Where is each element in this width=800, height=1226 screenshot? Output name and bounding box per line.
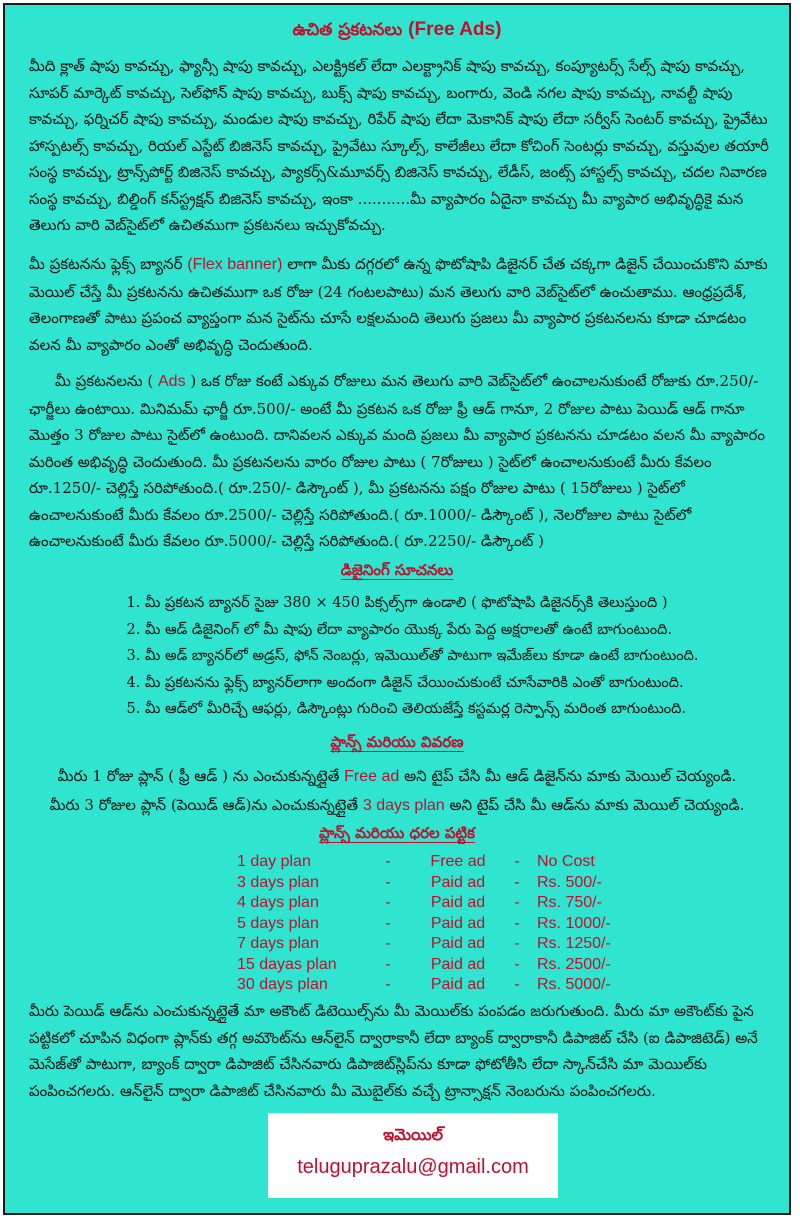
- flex-banner-accent: (Flex banner): [187, 256, 283, 273]
- email-label: ఇమెయిల్: [383, 1125, 443, 1144]
- title-english: (Free Ads): [408, 19, 502, 40]
- price-table: [237, 852, 627, 996]
- flex-text-before: మీ ప్రకటనను ఫ్లెక్స్ బ్యానర్: [29, 255, 183, 273]
- design-tips-list: [125, 590, 785, 723]
- tip-item: 4. మీ ప్రకటనను ఫ్లెక్స్ బ్యానర్‌లాగా అందంగా డిజైన్ చేయించుకుంటే చూసేవారికి ఎంతో బాగుంటుంది.: [145, 670, 785, 697]
- free-ad-accent: Free ad: [344, 768, 400, 785]
- table-row: 7 days plan - Paid ad - Rs. 1250/-: [237, 935, 611, 952]
- pricing-text-after: ) ఒక రోజు కంటే ఎక్కువ రోజులు మన తెలుగు వారి వెబ్‌సైట్‌లో ఉంచాలనుకుంటే రోజుకు రూ.250/- ఛార్జీలు ఉంటాయి. మినిమమ్ ఛార్జీ రూ.500/- అంటే మీ ప్రకటన ఒక రోజు ఫ్రీ ఆడ్ గానూ, 2 రోజుల పాటు పెయిడ్ ఆడ్ గానూ మొత్తం 3 రోజుల పాటు సైట్‌లో ఉంటుంది. దానివలన ఎక్కువ మంది ప్రజలు మీ వ్యాపార ప్రకటనను చూడటం వలన మీ వ్యాపారం మరింత అభివృద్ధి చెందుతుంది. మీ ప్రకటనలను వారం రోజుల పాటు ( 7రోజులు ) సైట్‌లో ఉంచాలనుకుంటే మీరు కేవలం రూ.1250/- చెల్లిస్తే సరిపోతుంది.( రూ.250/- డిస్కౌంట్ ), మీ ప్రకటనను పక్షం రోజుల పాటు ( 15రోజులు ) సైట్‌లో ఉంచాలనుకుంటే మీరు కేవలం రూ.2500/- చెల్లిస్తే సరిపోతుంది.( రూ.1000/- డిస్కౌంట్ ), నెలరోజుల పాటు సైట్‌లో ఉంచాలనుకుంటే మీరు కేవలం రూ.5000/- చెల్లిస్తే సరిపోతుంది.( రూ.2250/- డిస్కౌంట్ ): [29, 372, 765, 550]
- contact-box: [268, 1113, 558, 1198]
- plans-heading: ప్లాన్స్ మరియు వివరణ: [330, 733, 464, 751]
- tip-item: 1. మీ ప్రకటన బ్యానర్ సైజు 380 × 450 పిక్సల్స్‌గా ఉండాలి ( ఫొటోషాపి డిజైనర్స్‌కి తెలుస్తుంది ): [145, 590, 785, 617]
- ads-accent: Ads: [158, 373, 186, 390]
- flex-text-after: లాగా మీకు దగ్గరలో ఉన్న ఫొటోషాపి డిజైనర్ చేత చక్కగా డిజైన్ చేయించుకొని మాకు మెయిల్ చేస్తే మీ ప్రకటనను ఉచితముగా ఒక రోజు (24 గంటలపాటు) మన తెలుగు వారి వెబ్‌సైట్‌లో ఉంచుతాము. ఆంధ్రప్రదేశ్, తెలంగాణతో పాటు ప్రపంచ వ్యాప్తంగా మన సైట్‌ను చూసే లక్షలమంది తెలుగు ప్రజలు మీ వ్యాపార ప్రకటనలను కూడా చూడటం వలన మీ వ్యాపారం ఎంతో అభివృద్ధి చెందుతుంది.: [29, 255, 768, 354]
- tip-item: 5. మీ ఆడ్‌లో మీరిచ్చే ఆఫర్లు, డిస్కౌంట్లు గురించి తెలియజేస్తే కస్టమర్ల రెస్పాన్స్ మరింత బాగుంటుంది.: [145, 696, 785, 723]
- table-row: 4 days plan - Paid ad - Rs. 750/-: [237, 894, 602, 911]
- pricing-text-before: మీ ప్రకటనలను (: [55, 372, 154, 390]
- email-address[interactable]: teluguprazalu@gmail.com: [297, 1156, 529, 1178]
- table-row: 30 days plan - Paid ad - Rs. 5000/-: [237, 976, 611, 993]
- table-row: 1 day plan - Free ad - No Cost: [237, 853, 595, 870]
- design-tips-heading: డిజైనింగ్ సూచనలు: [340, 561, 454, 579]
- three-days-plan-accent: 3 days plan: [362, 797, 445, 814]
- pricing-paragraph: [29, 368, 771, 555]
- tip-item: 3. మీ అడ్ బ్యానర్‌లో అడ్రస్, ఫోన్ నెంబర్లు, ఇమెయిల్‌తో పాటుగా ఇమేజ్‌లు కూడా ఉంటే బాగుంటుంది.: [145, 643, 785, 670]
- payment-paragraph: మీరు పెయిడ్ ఆడ్‌ను ఎంచుకున్నట్లైతే మా అకౌంట్ డిటెయిల్స్‌ను మీ మెయిల్‌కు పంపడం జరుగుతుంది. మీరు మా అకౌంట్‌కు పైన పట్టికలో చూపిన విధంగా ప్లాన్‌కు తగ్గ అమౌంట్‌ను ఆన్‌లైన్ ద్వారాకానీ లేదా బ్యాంక్ ద్వారాకానీ డిపాజిట్ చేసి (ఐ డిపాజిటెడ్) అనే మెసేజ్‌తో పాటుగా, బ్యాంక్ ద్వారా డిపాజిట్ చేసినవారు డిపాజిట్‌స్లిప్‌ను కూడా ఫోటోతీసి లేదా స్కాన్‌చేసి మా మెయిల్‌కు పంపించగలరు. ఆన్‌లైన్ ద్వారా డిపాజిట్ చేసినవారు మీ మొబైల్‌కు వచ్చే ట్రాన్సాక్షన్ నెంబరును పంపించగలరు.: [29, 1002, 758, 1100]
- table-row: 3 days plan - Paid ad - Rs. 500/-: [237, 873, 602, 891]
- tip-item: 2. మీ ఆడ్ డిజైనింగ్ లో మీ షాపు లేదా వ్యాపారం యొక్క పేరు పెద్ద అక్షరాలతో ఉంటే బాగుంటుంది.: [145, 617, 785, 644]
- price-table-heading: ప్లాన్స్ మరియు ధరల పట్టిక: [319, 824, 475, 842]
- table-row: 15 dayas plan - Paid ad - Rs. 2500/-: [237, 955, 611, 973]
- title-telugu: ఉచిత ప్రకటనలు: [292, 20, 403, 40]
- paid-plan-line: మీరు 3 రోజుల ప్లాన్ (పెయిడ్ ఆడ్)ను ఎంచుకున్నట్లైతే 3 days plan అని టైప్ చేసి మీ ఆడ్‌ను మాకు మెయిల్ చెయ్యండి.: [49, 796, 745, 814]
- page-title: [5, 19, 789, 44]
- free-ads-notice: [3, 3, 791, 1215]
- free-plan-line: మీరు 1 రోజు ప్లాన్ ( ఫ్రీ ఆడ్ ) ను ఎంచుకున్నట్లైతే Free ad అని టైప్ చేసి మీ ఆడ్ డిజైన్‌ను మాకు మెయిల్ చెయ్యండి.: [57, 767, 737, 785]
- flex-banner-paragraph: [29, 251, 771, 358]
- intro-paragraph: మీది క్లాత్ షాపు కావచ్చు, ఫ్యాన్సీ షాపు కావచ్చు, ఎలక్ట్రికల్ లేదా ఎలక్ట్రానిక్ షాపు కావచ్చు, కంప్యూటర్స్ సేల్స్ షాపు కావచ్చు, సూపర్ మార్కెట్ కావచ్చు, సెల్‌ఫోన్ షాపు కావచ్చు, బుక్స్ షాపు కావచ్చు, బంగారు, వెండి నగల షాపు కావచ్చు, నావల్టీ షాపు కావచ్చు, ఫర్నిచర్ షాపు కావచ్చు, మండుల షాపు కావచ్చు, రిపేర్ షాపు లేదా మెకానిక్ షాపు లేదా సర్వీస్ సెంటర్ కావచ్చు, ప్రైవేటు హాస్పటల్స్ కావచ్చు, రియల్ ఎస్టేట్ బిజినెస్ కావచ్చు, ప్రైవేటు స్కూల్స్, కాలేజీలు లేదా కోచింగ్ సెంటర్లు కావచ్చు, వస్తువుల తయారీ సంస్థ కావచ్చు, ట్రాన్స్‌పోర్ట్ బిజినెస్ కావచ్చు, ప్యాకర్స్&మూవర్స్ బిజినెస్ కావచ్చు, లేడీస్, జంట్స్ హాస్టల్స్ కావచ్చు, చదల నివారణ సంస్థ కావచ్చు, బిల్డింగ్ కన్‌స్ట్రక్షన్ బిజినెస్ కావచ్చు, ఇంకా ...........మీ వ్యాపారం ఏదైనా కావచ్చు మీ వ్యాపార అభివృద్ధికై మన తెలుగు వారి వెబ్‌సైట్‌లో ఉచితముగా ప్రకటనలు ఇచ్చుకోవచ్చు.: [29, 57, 769, 234]
- plan-instructions: [5, 762, 789, 820]
- table-row: 5 days plan - Paid ad - Rs. 1000/-: [237, 914, 611, 932]
